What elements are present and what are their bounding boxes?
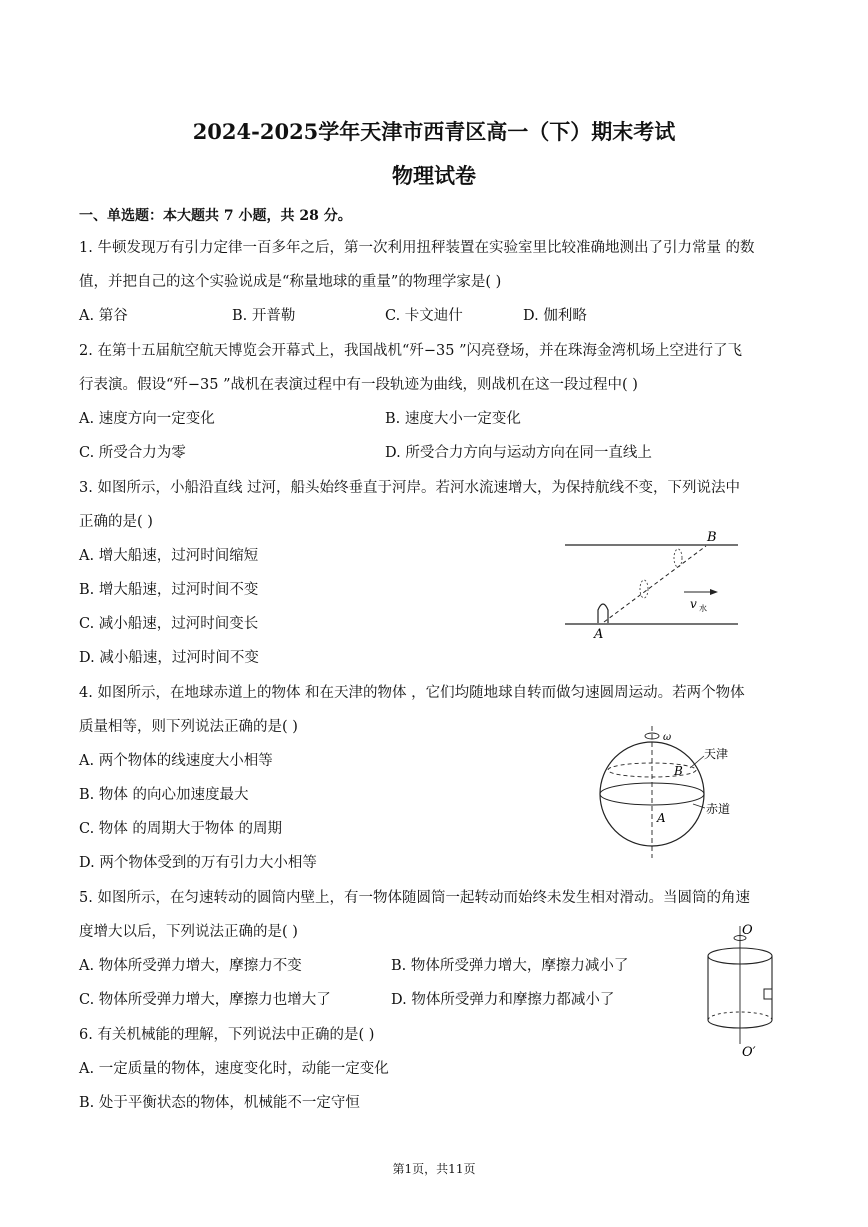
q3-stem-line1: 3. 如图所示，小船沿直线 过河，船头始终垂直于河岸。若河水流速增大，为保持航线不变，下列说法中 <box>79 480 741 496</box>
q4-option-c: C. 物体 的周期大于物体 的周期 <box>79 821 283 837</box>
q1-option-d: D. 伽利略 <box>523 308 587 324</box>
q1-option-c: C. 卡文迪什 <box>385 308 463 324</box>
equator-label: 赤道 <box>706 802 731 816</box>
earth-figure <box>598 724 768 860</box>
q1-stem-line1: 1. 牛顿发现万有引力定律一百多年之后，第一次利用扭秤装置在实验室里比较准确地测出了引力常量 的数 <box>79 240 755 256</box>
page-footer: 第1页，共11页 <box>392 1162 476 1176</box>
section-heading: 一、单选题：本大题共 7 小题，共 28 分。 <box>79 208 352 224</box>
velocity-label: v <box>690 597 697 611</box>
q1-option-b: B. 开普勒 <box>232 308 296 324</box>
river-crossing-figure <box>560 526 745 644</box>
omega-label: ω <box>663 732 672 743</box>
q4-stem-line2: 质量相等，则下列说法正确的是( ) <box>79 719 298 735</box>
q6-option-a: A. 一定质量的物体，速度变化时，动能一定变化 <box>79 1061 389 1077</box>
q4-stem-line1: 4. 如图所示，在地球赤道上的物体 和在天津的物体 ，它们均随地球自转而做匀速圆周运动。若两个物体 <box>79 685 745 701</box>
point-a-label: A <box>594 627 604 642</box>
object-block <box>764 989 772 999</box>
q5-stem-line1: 5. 如图所示，在匀速转动的圆筒内壁上，有一物体随圆筒一起转动而始终未发生相对滑动。当圆筒的角速 <box>79 890 750 906</box>
q3-stem-line2: 正确的是( ) <box>79 514 153 530</box>
exam-subtitle: 物理试卷 <box>392 163 476 188</box>
point-a-label: A <box>657 811 666 825</box>
q4-option-a: A. 两个物体的线速度大小相等 <box>79 753 273 769</box>
q2-option-d: D. 所受合力方向与运动方向在同一直线上 <box>385 445 652 461</box>
q2-option-b: B. 速度大小一定变化 <box>385 411 521 427</box>
q2-stem-line1: 2. 在第十五届航空航天博览会开幕式上，我国战机“歼−35 ”闪亮登场，并在珠海金湾机场上空进行了飞 <box>79 343 742 359</box>
boat-ghost-1 <box>640 580 648 598</box>
tianjin-pointer <box>690 756 704 768</box>
q3-option-a: A. 增大船速，过河时间缩短 <box>79 548 259 564</box>
q5-option-a: A. 物体所受弹力增大，摩擦力不变 <box>79 958 302 974</box>
q2-option-c: C. 所受合力为零 <box>79 445 186 461</box>
q4-option-d: D. 两个物体受到的万有引力大小相等 <box>79 855 317 871</box>
tianjin-label: 天津 <box>704 747 729 761</box>
arrow-head <box>710 589 718 595</box>
point-b-label: B <box>707 530 717 545</box>
q1-stem-line2: 值，并把自己的这个实验说成是“称量地球的重量”的物理学家是( ) <box>79 274 502 290</box>
boat-ghost-2 <box>674 549 682 567</box>
axis-top-label: O <box>742 923 753 938</box>
q1-option-a: A. 第谷 <box>79 308 128 324</box>
q5-option-d: D. 物体所受弹力和摩擦力都减小了 <box>391 992 615 1008</box>
point-b-label: B <box>674 764 683 778</box>
q2-option-a: A. 速度方向一定变化 <box>79 411 215 427</box>
q2-stem-line2: 行表演。假设“歼−35 ”战机在表演过程中有一段轨迹为曲线，则战机在这一段过程中( ) <box>79 377 638 393</box>
q6-stem-line1: 6. 有关机械能的理解，下列说法中正确的是( ) <box>79 1027 375 1043</box>
q5-option-c: C. 物体所受弹力增大，摩擦力也增大了 <box>79 992 331 1008</box>
q3-option-d: D. 减小船速，过河时间不变 <box>79 650 259 666</box>
q5-stem-line2: 度增大以后，下列说法正确的是( ) <box>79 924 298 940</box>
q5-option-b: B. 物体所受弹力增大，摩擦力减小了 <box>391 958 629 974</box>
velocity-subscript: 水 <box>699 604 707 613</box>
q4-option-b: B. 物体 的向心加速度最大 <box>79 787 249 803</box>
axis-bottom-label: O′ <box>742 1045 756 1060</box>
exam-title: 2024-2025学年天津市西青区高一（下）期末考试 <box>192 119 676 144</box>
q3-option-c: C. 减小船速，过河时间变长 <box>79 616 259 632</box>
cylinder-figure <box>700 920 790 1060</box>
q3-option-b: B. 增大船速，过河时间不变 <box>79 582 259 598</box>
q6-option-b: B. 处于平衡状态的物体，机械能不一定守恒 <box>79 1095 360 1111</box>
